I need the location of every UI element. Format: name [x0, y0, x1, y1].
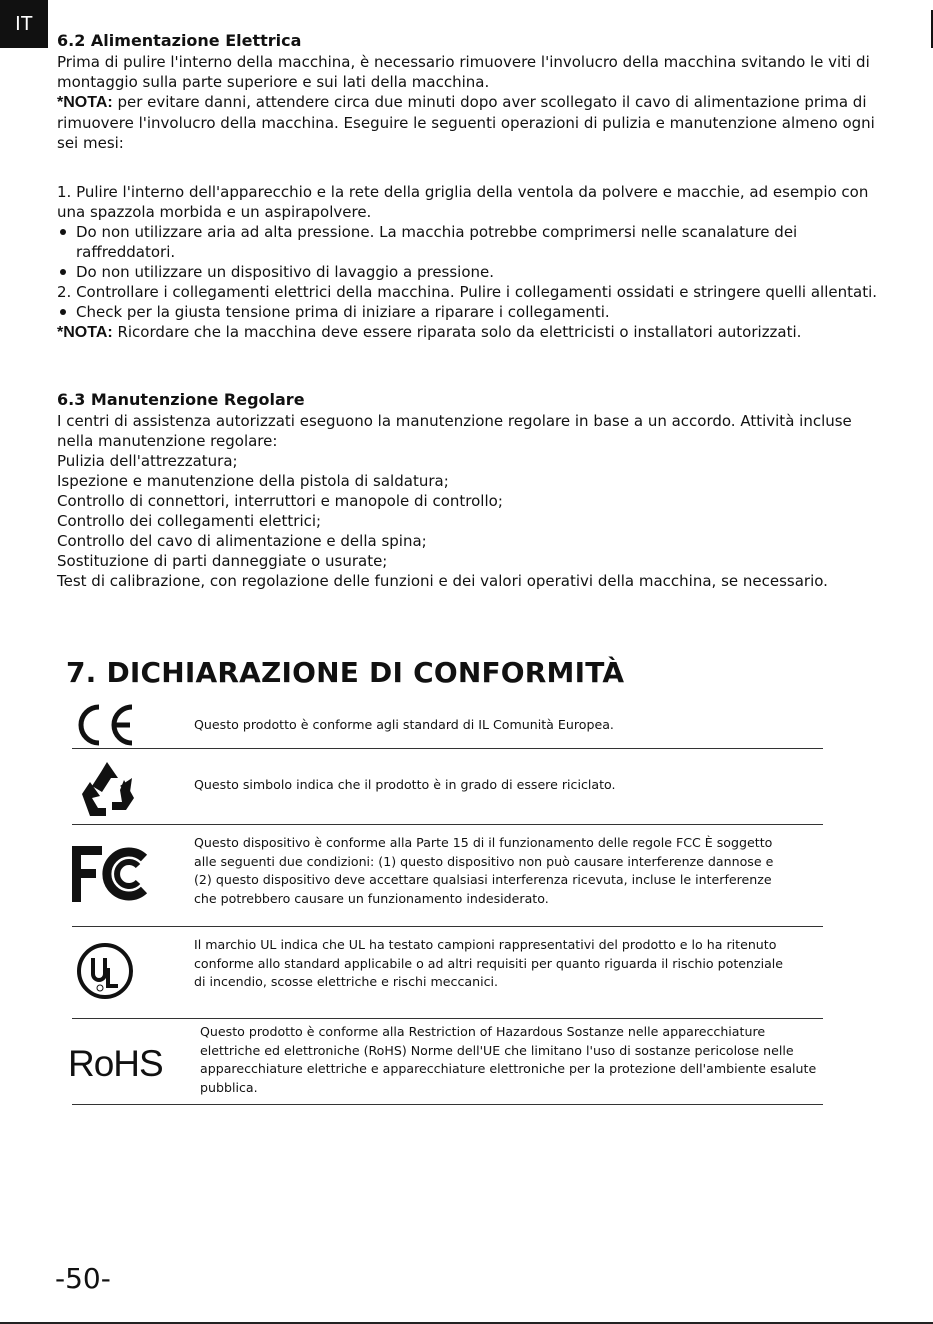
cert-row-fcc: [72, 824, 823, 927]
list-line: Test di calibrazione, con regolazione delle funzioni e dei valori operativi della macchina, se necessario.: [57, 572, 828, 590]
bullet-item: Check per la giusta tensione prima di iniziare a riparare i collegamenti.: [57, 302, 887, 322]
ul-mark-icon: [76, 942, 134, 1000]
cert-row-rohs: [68, 1018, 823, 1105]
section-title: 6.3 Manutenzione Regolare: [57, 390, 305, 409]
paragraph: Prima di pulire l'interno della macchina, è necessario rimuovere l'involucro della macchina svitando le viti di montaggio sulla parte superiore e sui lati della macchina.: [57, 53, 870, 91]
note-paragraph: [57, 92, 887, 153]
page-number: -50-: [55, 1262, 111, 1295]
list-line: Controllo di connettori, interruttori e manopole di controllo;: [57, 492, 503, 510]
cert-text: Questo prodotto è conforme agli standard di IL Comunità Europea.: [194, 717, 614, 732]
list-line: Controllo del cavo di alimentazione e della spina;: [57, 532, 427, 550]
list-line: Sostituzione di parti danneggiate o usurate;: [57, 552, 388, 570]
conformity-title: 7. DICHIARAZIONE DI CONFORMITÀ: [66, 656, 625, 689]
section-title: 6.2 Alimentazione Elettrica: [57, 31, 302, 50]
fcc-logo-icon: [72, 846, 152, 902]
note-text: Ricordare che la macchina deve essere riparata solo da elettricisti o installatori autorizzati.: [112, 323, 802, 341]
cert-text: Questo dispositivo è conforme alla Parte 15 di il funzionamento delle regole FCC È soggetto alle seguenti due condizioni: (1) questo dispositivo non può causare interferenze dannose e (2) questo dispositivo deve accettare qualsiasi interferenza ricevuta, incluse le interferenze che potrebbero causare un funzionamento indesiderato.: [194, 835, 774, 906]
cert-text: Il marchio UL indica che UL ha testato campioni rappresentativi del prodotto e lo ha ritenuto conforme allo standard applicabile o ad altri requisiti per quanto riguarda il rischio potenziale di incendio, scosse elettriche e rischi meccanici.: [194, 937, 784, 989]
recycle-icon: [76, 758, 138, 818]
section-6-2: [57, 30, 887, 153]
step-2: 2. Controllare i collegamenti elettrici della macchina. Pulire i collegamenti ossidati e stringere quelli allentati.: [57, 283, 878, 301]
rohs-logo-icon: RoHS: [68, 1043, 163, 1084]
cert-row-recycle: [72, 748, 823, 825]
section-6-2-steps: [57, 182, 887, 343]
ce-mark-icon: [72, 704, 134, 746]
section-6-3: [57, 389, 887, 591]
list-line: Ispezione e manutenzione della pistola di saldatura;: [57, 472, 449, 490]
cert-text: Questo prodotto è conforme alla Restriction of Hazardous Sostanze nelle apparecchiature elettriche ed elettroniche (RoHS) Norme dell'UE che limitano l'uso di sostanze pericolose nelle apparecchiature elettriche e apparecchiature elettroniche per la protezione dell'ambiente esalute pubblica.: [200, 1024, 817, 1095]
bullet-item: Do non utilizzare un dispositivo di lavaggio a pressione.: [57, 262, 887, 282]
list-line: Controllo dei collegamenti elettrici;: [57, 512, 322, 530]
note-label: *NOTA:: [57, 324, 113, 341]
note-paragraph: [57, 322, 887, 343]
list-line: Pulizia dell'attrezzatura;: [57, 452, 238, 470]
bullet-item: Do non utilizzare aria ad alta pressione. La macchia potrebbe comprimersi nelle scanalature dei raffreddatori.: [57, 222, 887, 262]
note-text: per evitare danni, attendere circa due minuti dopo aver scollegato il cavo di alimentazione prima di rimuovere l'involucro della macchina. Eseguire le seguenti operazioni di pulizia e manutenzione almeno ogni sei mesi:: [57, 93, 875, 152]
cert-row-ce: [72, 700, 823, 749]
cert-text: Questo simbolo indica che il prodotto è in grado di essere riciclato.: [194, 777, 616, 792]
paragraph: I centri di assistenza autorizzati eseguono la manutenzione regolare in base a un accordo. Attività incluse nella manutenzione regolare:: [57, 412, 852, 450]
language-tab: IT: [0, 0, 48, 48]
cert-row-ul: [72, 926, 823, 1019]
note-label: *NOTA:: [57, 94, 113, 111]
step-1: 1. Pulire l'interno dell'apparecchio e la rete della griglia della ventola da polvere e macchie, ad esempio con una spazzola morbida e un aspirapolvere.: [57, 183, 869, 221]
